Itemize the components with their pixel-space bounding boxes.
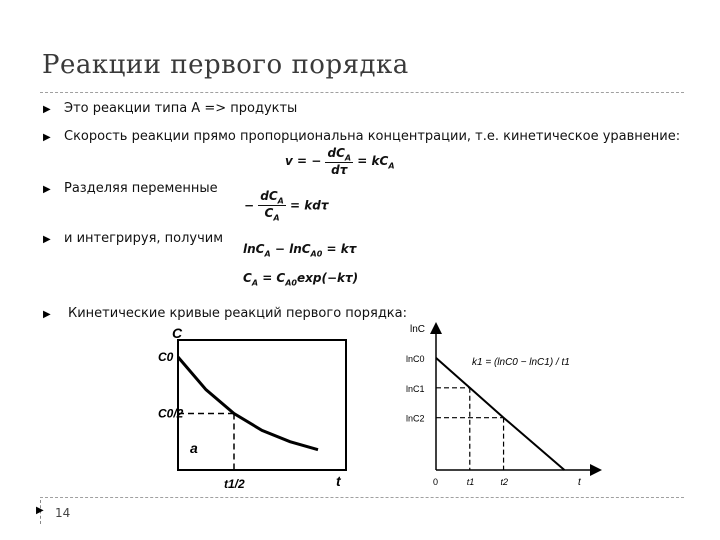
- x-axis-label: t: [578, 477, 581, 488]
- bullet-arrow-icon: ▶: [43, 104, 51, 115]
- y-tick-label: lnC0: [406, 353, 425, 364]
- bullet-arrow-icon: ▶: [43, 132, 51, 143]
- slide-title: Реакции первого порядка: [42, 50, 409, 80]
- y-tick-label: C0/2: [158, 406, 184, 421]
- bullet-text: Разделяя переменные: [64, 181, 218, 196]
- exponential-equation: $C_A = C_{A0}\exp(-k\tau)$: [243, 271, 359, 288]
- bullet-arrow-icon: ▶: [43, 309, 51, 320]
- y-tick-label: C0: [158, 349, 174, 364]
- bullet-text: и интегрируя, получим: [64, 231, 224, 246]
- y-axis-label: lnC: [410, 324, 426, 335]
- bullet-text: Скорость реакции прямо пропорциональна концентрации, т.е. кинетическое уравнение:: [64, 129, 681, 144]
- chart-log-concentration: [398, 320, 608, 495]
- separated-equation: − $\frac{dC_A}{C_A}$ = kdτ: [244, 189, 329, 223]
- bullet-text: Кинетические кривые реакций первого порядка:: [68, 306, 408, 321]
- integrated-equation: lnC$_A$ − lnC$_{A0}$ = kτ: [243, 242, 357, 259]
- linear-plot: [436, 358, 564, 470]
- y-axis-label: C: [172, 326, 183, 341]
- decay-curve: [178, 357, 318, 450]
- footer-rule: [40, 497, 684, 498]
- x-tick-label: 0: [433, 477, 439, 487]
- bullet-arrow-icon: ▶: [43, 234, 51, 245]
- x-tick-label: t1/2: [224, 477, 245, 491]
- curve-annotation: a: [190, 440, 198, 456]
- y-tick-label: lnC2: [406, 413, 425, 424]
- slope-formula: k1 = (lnC0 − lnC1) / t1: [472, 357, 570, 368]
- rate-equation: v = − $\frac{dC_A}{d\tau}$ = $kC_A$: [285, 146, 395, 178]
- bullet-text: Это реакции типа А => продукты: [64, 101, 298, 116]
- chart-concentration-decay: [150, 326, 360, 496]
- page-number: 14: [55, 506, 71, 520]
- x-tick-label: t1: [466, 477, 475, 487]
- x-axis-label: t: [336, 473, 341, 489]
- plot-frame: [178, 340, 346, 470]
- bullet-arrow-icon: ▶: [43, 184, 51, 195]
- y-tick-label: lnC1: [406, 383, 425, 394]
- title-divider: [40, 92, 684, 93]
- footer-arrow-icon: ▶: [36, 505, 44, 516]
- x-tick-label: t2: [500, 477, 509, 487]
